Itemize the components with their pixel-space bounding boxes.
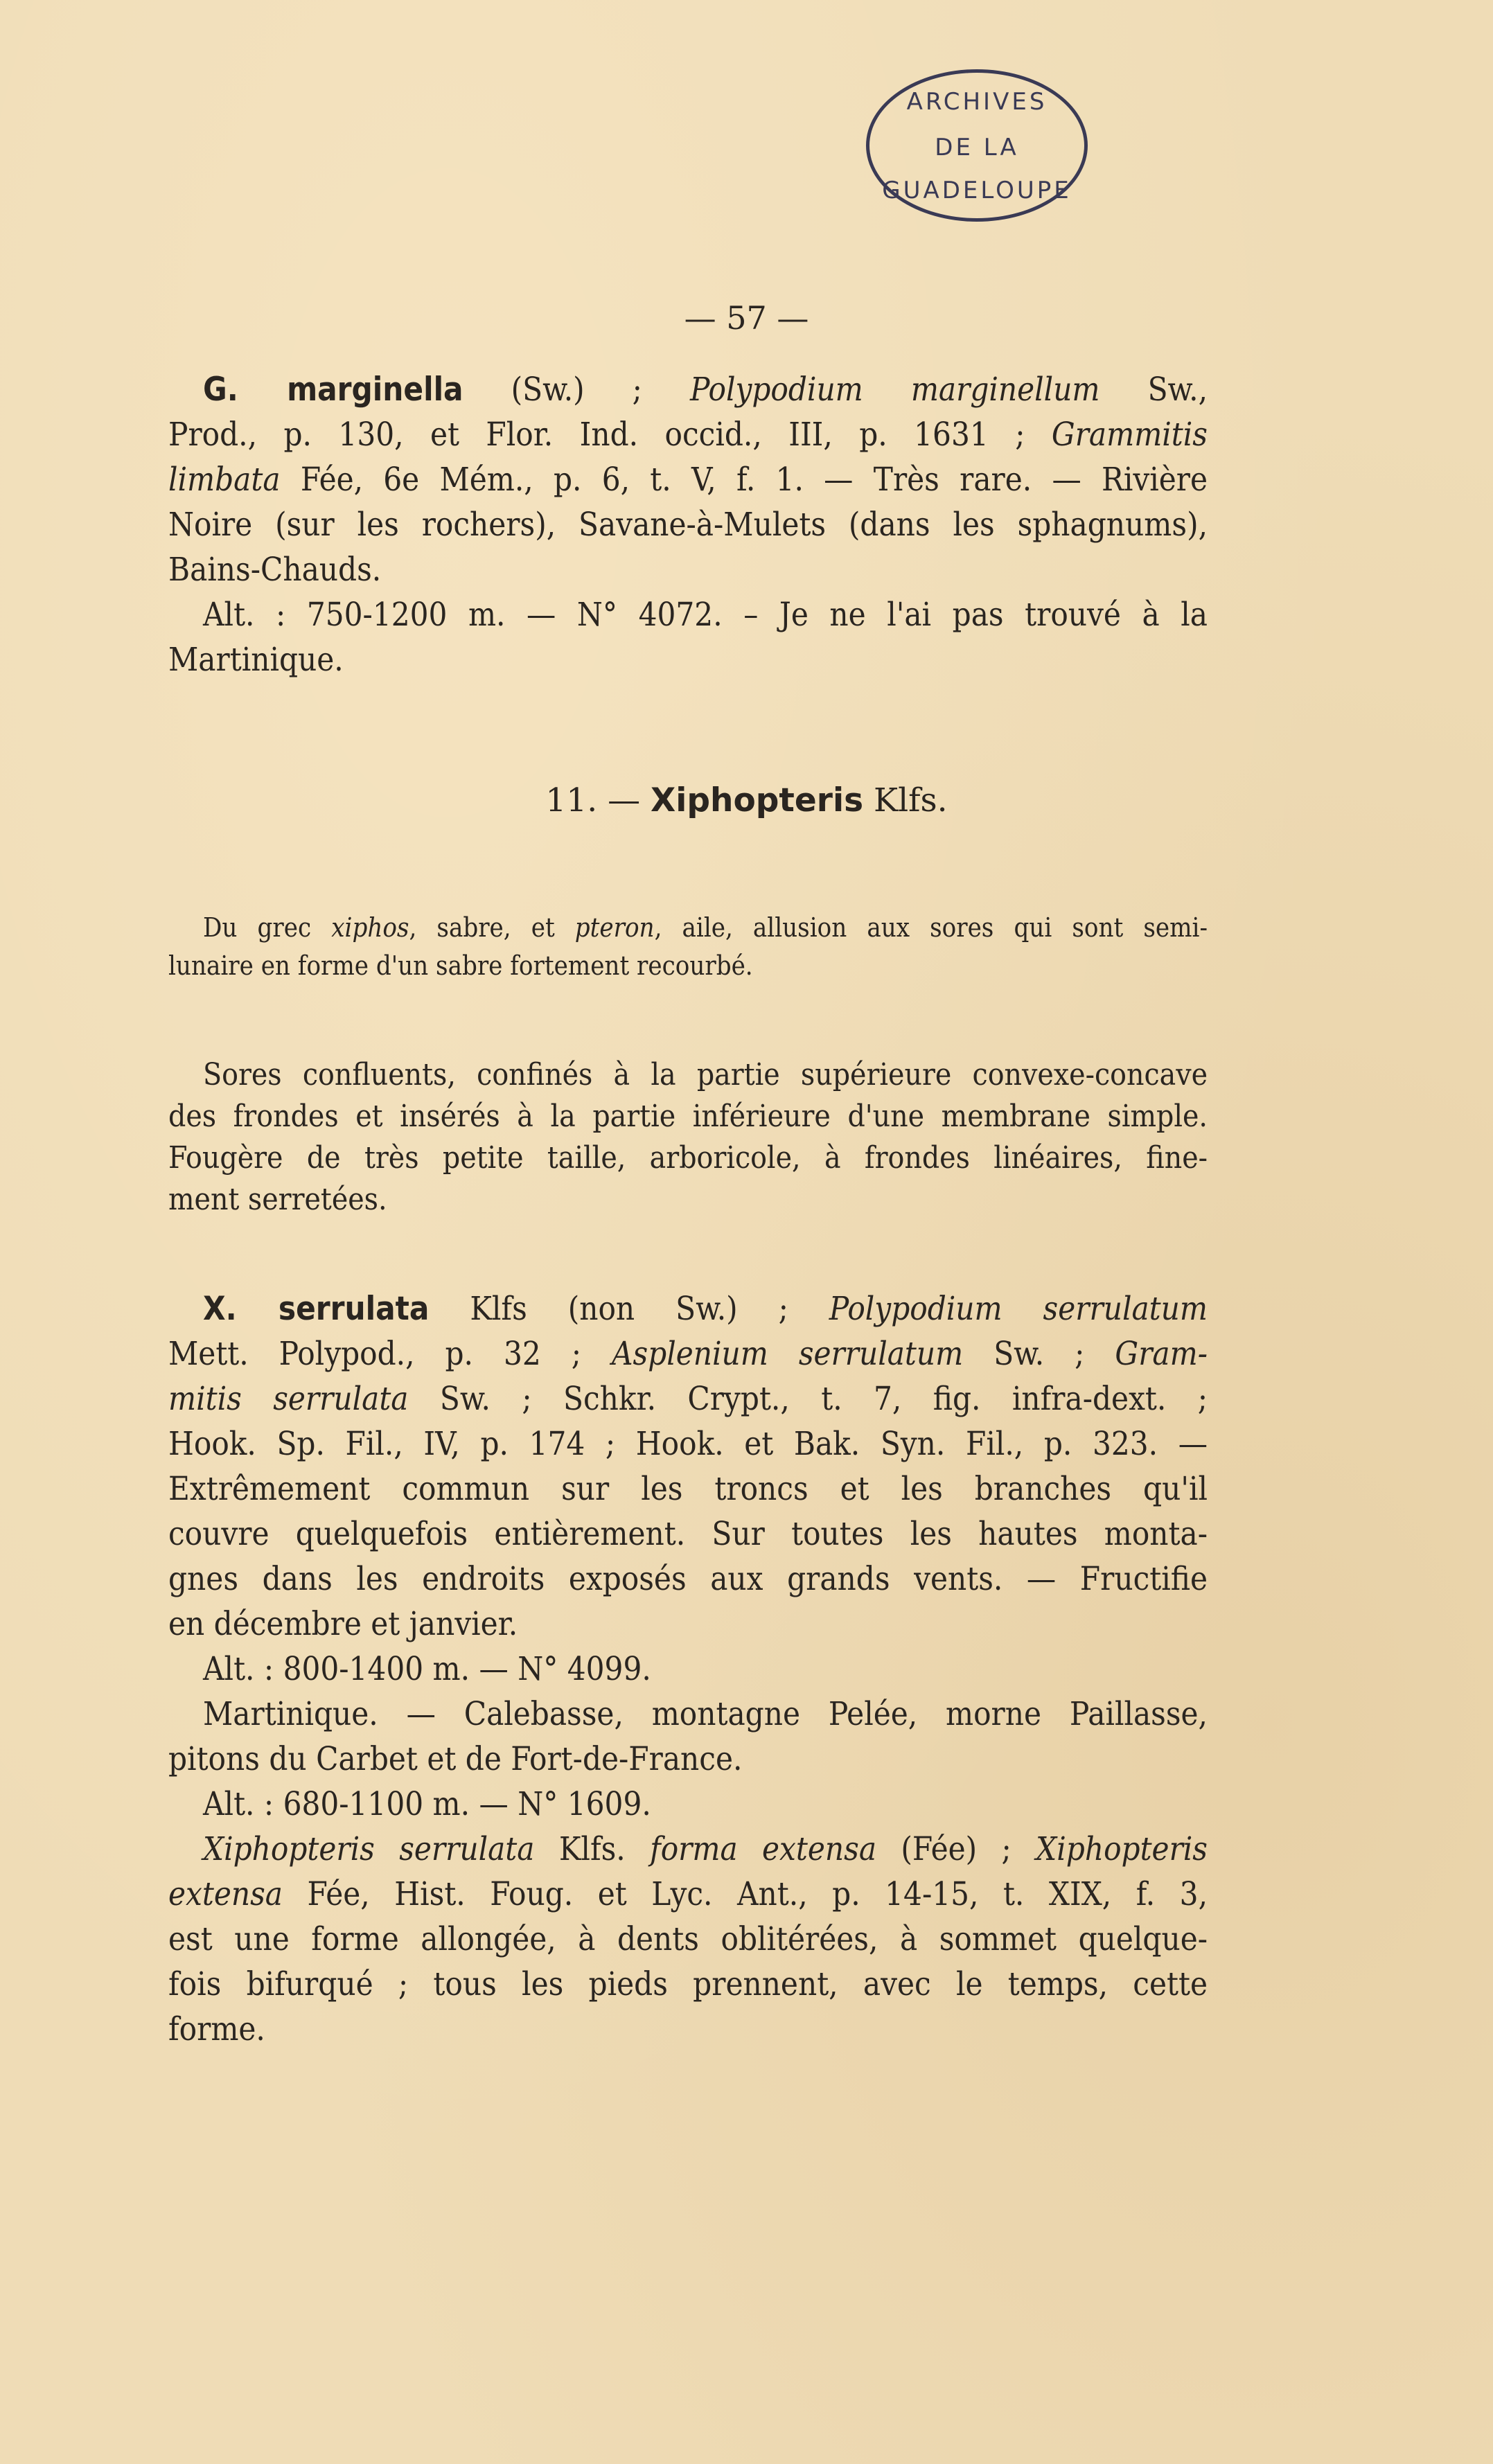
text-line — [168, 1602, 1208, 1647]
genus-name: Xiphopteris — [651, 781, 864, 819]
text-line — [168, 1557, 1208, 1602]
entry-g-marginella — [168, 367, 1208, 682]
italic-text: Xiphopteris — [1036, 1830, 1208, 1868]
italic-text: xiphos — [331, 912, 409, 943]
genus-heading — [0, 781, 1493, 819]
text-segment: , aile, allusion aux sores qui sont semi- — [654, 912, 1208, 943]
italic-text: Gram- — [1115, 1335, 1208, 1373]
text-line — [168, 1376, 1208, 1421]
text-segment: Sw. ; Schkr. Crypt., t. 7, fig. infra-dext. ; — [408, 1380, 1208, 1418]
text-line — [168, 502, 1208, 547]
text-line — [168, 637, 1208, 682]
etymology-paragraph — [168, 909, 1208, 985]
text-segment: gnes dans les endroits exposés aux grands vents. — Fructifie — [168, 1560, 1208, 1598]
text-segment: fois bifurqué ; tous les pieds prennent, avec le temps, cette — [168, 1965, 1208, 2003]
text-segment: Fée, 6e Mém., p. 6, t. V, f. 1. — Très rare. — Rivière — [280, 461, 1208, 499]
text-segment: Sw. ; — [963, 1335, 1115, 1373]
text-line — [168, 1737, 1208, 1782]
text-line — [168, 1137, 1208, 1179]
italic-text: Asplenium serrulatum — [611, 1335, 964, 1373]
italic-text: Polypodium serrulatum — [829, 1290, 1208, 1328]
description-paragraph — [168, 1054, 1208, 1221]
text-line — [168, 1917, 1208, 1962]
text-line — [168, 947, 1208, 985]
text-segment: des frondes et insérés à la partie inférieure d'une membrane simple. — [168, 1099, 1208, 1134]
italic-text: forma extensa — [650, 1830, 877, 1868]
text-segment: Sores confluents, confinés à la partie supérieure convexe-concave — [203, 1057, 1208, 1092]
italic-text: mitis serrulata — [168, 1380, 409, 1418]
text-line — [168, 2007, 1208, 2052]
text-segment: Klfs. — [534, 1830, 651, 1868]
text-segment: Du grec — [203, 912, 332, 943]
bold-taxon-name: G. marginella — [203, 371, 463, 409]
text-line — [168, 1179, 1208, 1221]
text-segment: Alt. : 800-1400 m. — N° 4099. — [203, 1650, 651, 1688]
text-segment: Martinique. — [168, 641, 344, 679]
text-segment: , sabre, et — [409, 912, 575, 943]
text-segment: en décembre et janvier. — [168, 1605, 518, 1643]
stamp-text-bottom: GUADELOUPE — [882, 177, 1072, 204]
text-line — [168, 1692, 1208, 1737]
text-line — [168, 909, 1208, 947]
text-line — [168, 457, 1208, 502]
genus-number: 11. — — [545, 781, 651, 819]
text-segment: Sw., — [1099, 371, 1208, 409]
text-line — [168, 412, 1208, 457]
italic-text: extensa — [168, 1875, 283, 1913]
text-segment: Extrêmement commun sur les troncs et les branches qu'il — [168, 1470, 1208, 1508]
text-segment: Fougère de très petite taille, arboricole, à frondes linéaires, fine- — [168, 1140, 1208, 1176]
text-line — [168, 1466, 1208, 1512]
text-segment: Alt. : 680-1100 m. — N° 1609. — [203, 1785, 651, 1823]
text-segment: Bains-Chauds. — [168, 551, 382, 589]
text-segment: lunaire en forme d'un sabre fortement recourbé. — [168, 950, 753, 981]
bold-taxon-name: X. serrulata — [203, 1290, 430, 1328]
text-line — [168, 1782, 1208, 1827]
stamp-text-middle: DE LA — [935, 134, 1019, 161]
text-segment: Martinique. — Calebasse, montagne Pelée, morne Paillasse, — [203, 1695, 1208, 1733]
italic-text: pteron — [574, 912, 655, 943]
text-line — [168, 1872, 1208, 1917]
page-number: — 57 — — [684, 299, 809, 337]
text-segment: forme. — [168, 2010, 265, 2048]
text-line — [168, 1331, 1208, 1376]
text-line — [168, 547, 1208, 592]
text-line — [168, 592, 1208, 637]
text-line — [168, 1647, 1208, 1692]
text-line — [168, 367, 1208, 412]
italic-text: limbata — [168, 461, 281, 499]
archives-stamp — [866, 69, 1088, 222]
italic-text: Polypodium marginellum — [689, 371, 1100, 409]
text-segment: (Sw.) ; — [463, 371, 690, 409]
genus-author: Klfs. — [863, 781, 948, 819]
entry-x-serrulata — [168, 1286, 1208, 2052]
text-segment: Alt. : 750-1200 m. — N° 4072. – Je ne l'ai pas trouvé à la — [203, 596, 1208, 634]
italic-text: Xiphopteris serrulata — [203, 1830, 535, 1868]
text-segment: Fée, Hist. Foug. et Lyc. Ant., p. 14-15, t. XIX, f. 3, — [282, 1875, 1208, 1913]
text-segment: Noire (sur les rochers), Savane-à-Mulets (dans les sphagnums), — [168, 506, 1208, 544]
text-line — [168, 1054, 1208, 1096]
text-line — [168, 1827, 1208, 1872]
text-segment: pitons du Carbet et de Fort-de-France. — [168, 1740, 743, 1778]
text-line — [168, 1421, 1208, 1466]
text-segment: est une forme allongée, à dents oblitérées, à sommet quelque- — [168, 1920, 1208, 1958]
text-segment: (Fée) ; — [876, 1830, 1036, 1868]
text-segment: Prod., p. 130, et Flor. Ind. occid., III, p. 1631 ; — [168, 416, 1052, 454]
text-segment: Hook. Sp. Fil., IV, p. 174 ; Hook. et Bak. Syn. Fil., p. 323. — — [168, 1425, 1208, 1463]
text-line — [168, 1512, 1208, 1557]
text-line — [168, 1962, 1208, 2007]
text-segment: ment serretées. — [168, 1182, 387, 1217]
italic-text: Grammitis — [1051, 416, 1208, 454]
text-line — [168, 1096, 1208, 1137]
text-segment: couvre quelquefois entièrement. Sur toutes les hautes monta- — [168, 1515, 1208, 1553]
text-segment: Mett. Polypod., p. 32 ; — [168, 1335, 612, 1373]
text-segment: Klfs (non Sw.) ; — [429, 1290, 829, 1328]
text-line — [168, 1286, 1208, 1331]
stamp-text-top: ARCHIVES — [906, 88, 1048, 116]
